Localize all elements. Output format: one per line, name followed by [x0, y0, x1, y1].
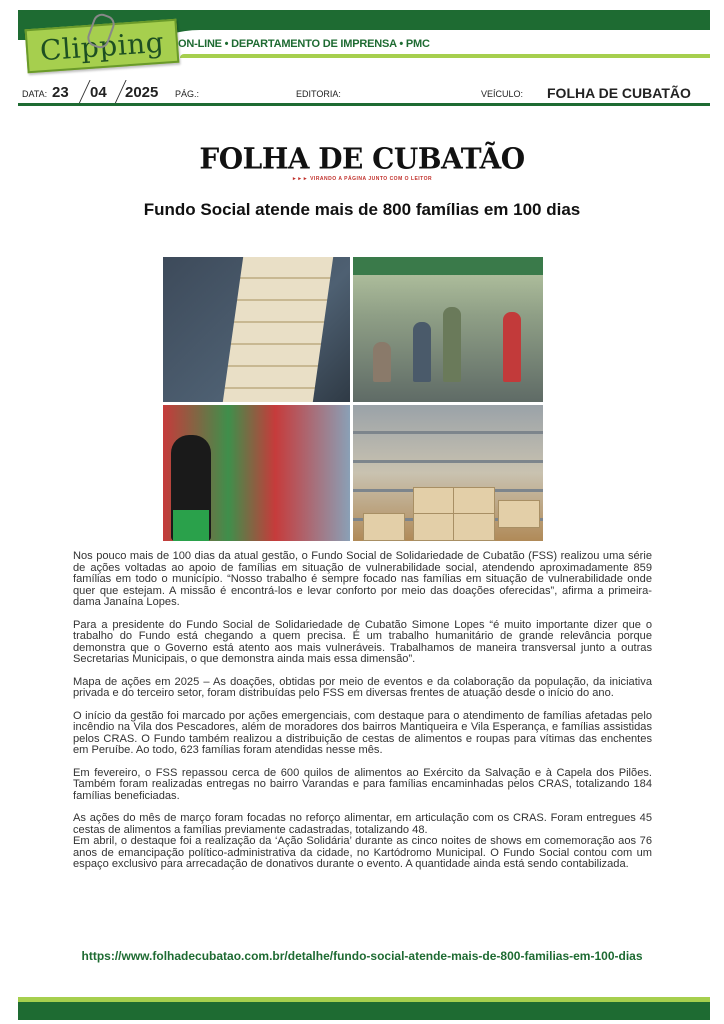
newspaper-slogan: ►►► VIRANDO A PÁGINA JUNTO COM O LEITOR [291, 176, 433, 182]
department-label: ON-LINE • DEPARTAMENTO DE IMPRENSA • PMC [178, 38, 430, 50]
article-paragraph: Em fevereiro, o FSS repassou cerca de 600 quilos de alimentos ao Exército da Salvação e à Capela dos Pilões. Também foram realizadas entregas no bairro Varandas e para famílias encaminhadas pelos CRAS, totalizando 184 famílias beneficiadas. [73, 766, 652, 802]
article-paragraph: O início da gestão foi marcado por ações emergenciais, com destaque para o atendimento de famílias afetadas pelo incêndio na Vila dos Pescadores, além de moradores dos bairros Mantiqueira e Vila Esperança, e famílias assistidas pelos CRAS. O Fundo também realizou a distribuição de cestas de alimentos e roupas para vítimas das enchentes em Peruíbe. Ao todo, 623 famílias foram atendidas nesse mês. [73, 709, 652, 756]
article-body [73, 551, 652, 882]
article-paragraph: As ações do mês de março foram focadas no reforço alimentar, em articulação com os CRAS. Foram entregues 45 cestas de alimentos a famílias previamente cadastradas, totalizando 48. [73, 812, 652, 836]
photo-warehouse-crates [353, 405, 543, 541]
date-separator [78, 80, 90, 104]
meta-row [22, 80, 710, 104]
clipping-label: Clipping [38, 25, 166, 67]
article-paragraph: Mapa de ações em 2025 – As doações, obtidas por meio de eventos e da colaboração da população, da iniciativa privada e do terceiro setor, foram distribuídas pelo FSS em diversas frentes de atuação desde o início do ano. [73, 675, 652, 699]
article-paragraph: Para a presidente do Fundo Social de Solidariedade de Cubatão Simone Lopes “é muito importante dizer que o trabalho do Fundo está chegando a quem precisa. É um trabalho humanitário de grande relevância porque demonstra que o Governo está atento aos mais vulneráveis. Trabalhamos de maneira transversal junto a outras Secretarias Municipais, o que demonstra ainda mais essa dimensão”. [73, 618, 652, 665]
newspaper-logo [0, 142, 724, 182]
date-year: 2025 [125, 84, 159, 101]
page-label: PÁG.: [175, 89, 200, 99]
meta-divider [18, 103, 710, 106]
photo-distribution-event [353, 257, 543, 402]
date-day: 23 [52, 84, 69, 101]
article-paragraph: Em abril, o destaque foi a realização da ‘Ação Solidária’ durante as cinco noites de shows em comemoração aos 76 anos de emancipação político-administrativa da cidade, no Kartódromo Municipal. O Fundo Social contou com um espaço exclusivo para arrecadação de donativos durante o evento. A quantidade ainda está sendo contabilizada. [73, 835, 652, 870]
source-url[interactable]: https://www.folhadecubatao.com.br/detalhe/fundo-social-atende-mais-de-800-familias-em-100-dias [81, 949, 643, 963]
newspaper-name: FOLHA DE CUBATÃO [199, 141, 525, 176]
photo-clothing-donation [163, 405, 350, 541]
editoria-label: EDITORIA: [296, 89, 341, 99]
article-headline: Fundo Social atende mais de 800 famílias em 100 dias [143, 200, 581, 219]
footer-band [18, 1002, 710, 1020]
veiculo-name: FOLHA DE CUBATÃO [547, 85, 691, 101]
veiculo-label: VEÍCULO: [481, 89, 524, 99]
date-month: 04 [90, 84, 107, 101]
photo-donation-boxes [163, 257, 350, 402]
date-label: DATA: [22, 89, 48, 99]
header-accent-line [180, 54, 710, 58]
article-paragraph: Nos pouco mais de 100 dias da atual gestão, o Fundo Social de Solidariedade de Cubatão (FSS) realizou uma série de ações voltadas ao apoio de famílias em situação de vulnerabilidade social, atendendo aproximadamente 859 famílias em todo o município. “Nosso trabalho é sempre focado nas famílias em situação de vulnerabilidade onde quer que estejam. A missão é encontrá-los e levar conforto por meio das doações oferecidas”, afirma a primeira-dama Janaína Lopes. [73, 550, 652, 608]
photo-collage [163, 257, 543, 541]
